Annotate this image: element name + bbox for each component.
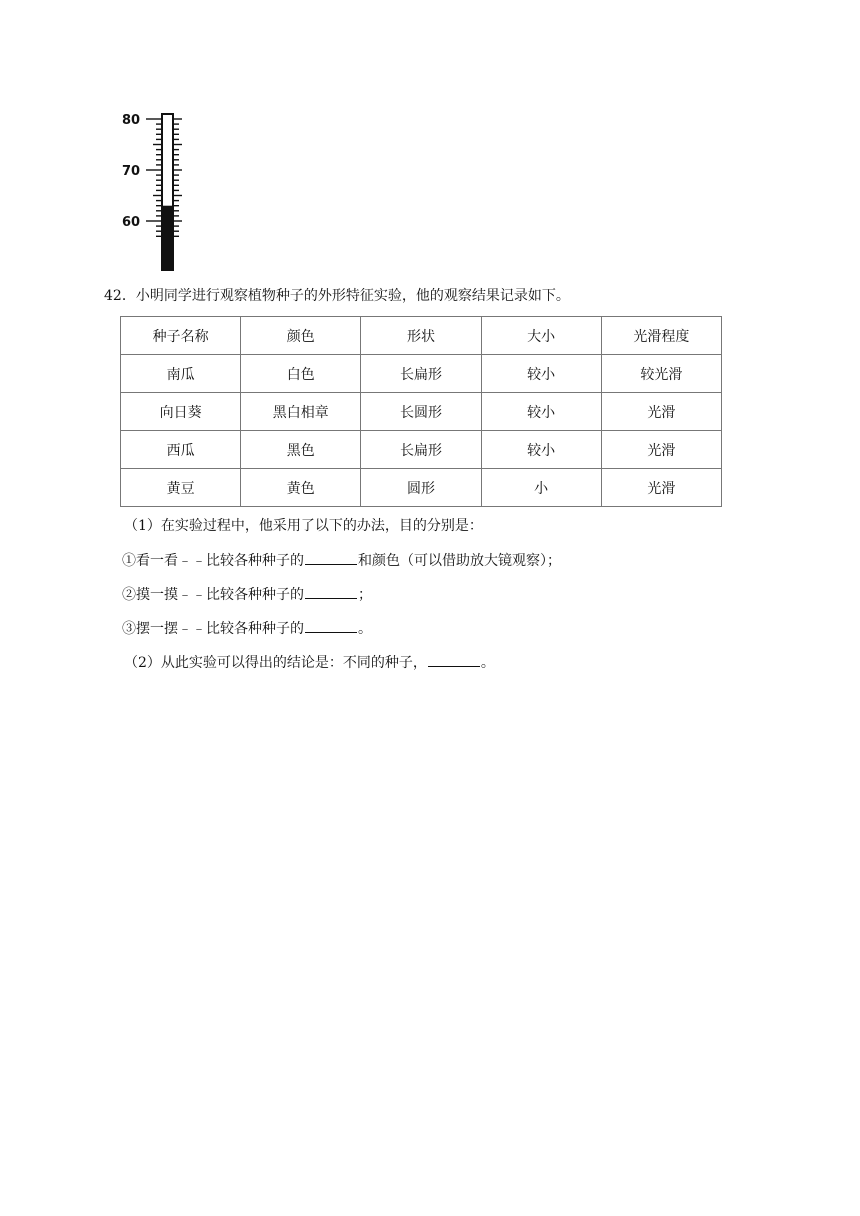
item1-text-after: 和颜色（可以借助放大镜观察）； bbox=[358, 553, 561, 569]
item3-answer-blank[interactable] bbox=[305, 618, 357, 633]
table-row bbox=[121, 393, 722, 431]
thermometer-figure bbox=[118, 108, 190, 274]
table-cell: 黄色 bbox=[241, 469, 361, 507]
table-header-row bbox=[121, 317, 722, 355]
table-cell: 光滑 bbox=[601, 393, 721, 431]
table-cell: 较小 bbox=[481, 393, 601, 431]
thermometer-liquid-column bbox=[162, 206, 173, 270]
table-cell: 长扁形 bbox=[361, 431, 481, 469]
tick-label-60: 60 bbox=[122, 215, 141, 230]
table-cell: 小 bbox=[481, 469, 601, 507]
item3-text-before: ③摆一摆﹣﹣比较各种种子的 bbox=[122, 621, 304, 637]
header-cell: 种子名称 bbox=[121, 317, 241, 355]
table-cell: 光滑 bbox=[601, 431, 721, 469]
thermometer-scale-labels bbox=[122, 113, 140, 230]
header-cell: 光滑程度 bbox=[601, 317, 721, 355]
table-cell: 白色 bbox=[241, 355, 361, 393]
item3-line bbox=[122, 618, 372, 639]
table-row bbox=[121, 431, 722, 469]
table-cell: 黑白相章 bbox=[241, 393, 361, 431]
header-cell: 形状 bbox=[361, 317, 481, 355]
item2-answer-blank[interactable] bbox=[305, 584, 357, 599]
table-cell: 较小 bbox=[481, 431, 601, 469]
tick-label-80: 80 bbox=[122, 113, 141, 128]
table-cell: 黑色 bbox=[241, 431, 361, 469]
part2-answer-blank[interactable] bbox=[428, 652, 480, 667]
part2-text-after: 。 bbox=[480, 655, 495, 671]
tick-label-70: 70 bbox=[122, 164, 141, 179]
item2-line bbox=[122, 584, 372, 605]
item2-text-after: ； bbox=[358, 587, 372, 603]
table-row bbox=[121, 355, 722, 393]
item1-answer-blank[interactable] bbox=[305, 550, 357, 565]
table-cell: 较小 bbox=[481, 355, 601, 393]
header-cell: 大小 bbox=[481, 317, 601, 355]
table-cell: 向日葵 bbox=[121, 393, 241, 431]
question-42-title: 42．小明同学进行观察植物种子的外形特征实验，他的观察结果记录如下。 bbox=[104, 288, 570, 304]
item1-text-before: ①看一看﹣﹣比较各种种子的 bbox=[122, 553, 304, 569]
item2-text-before: ②摸一摸﹣﹣比较各种种子的 bbox=[122, 587, 304, 603]
part2-text-before: （2）从此实验可以得出的结论是：不同的种子， bbox=[124, 655, 427, 671]
table-cell: 西瓜 bbox=[121, 431, 241, 469]
table-cell: 南瓜 bbox=[121, 355, 241, 393]
table-cell: 光滑 bbox=[601, 469, 721, 507]
table-cell: 黄豆 bbox=[121, 469, 241, 507]
table-cell: 圆形 bbox=[361, 469, 481, 507]
header-cell: 颜色 bbox=[241, 317, 361, 355]
seed-observation-table bbox=[120, 316, 722, 507]
item3-text-after: 。 bbox=[358, 621, 372, 637]
part2-line bbox=[124, 652, 495, 673]
table-cell: 长圆形 bbox=[361, 393, 481, 431]
part1-intro: （1）在实验过程中，他采用了以下的办法，目的分别是： bbox=[124, 518, 483, 534]
table-row bbox=[121, 469, 722, 507]
item1-line bbox=[122, 550, 561, 571]
table-cell: 长扁形 bbox=[361, 355, 481, 393]
table-cell: 较光滑 bbox=[601, 355, 721, 393]
